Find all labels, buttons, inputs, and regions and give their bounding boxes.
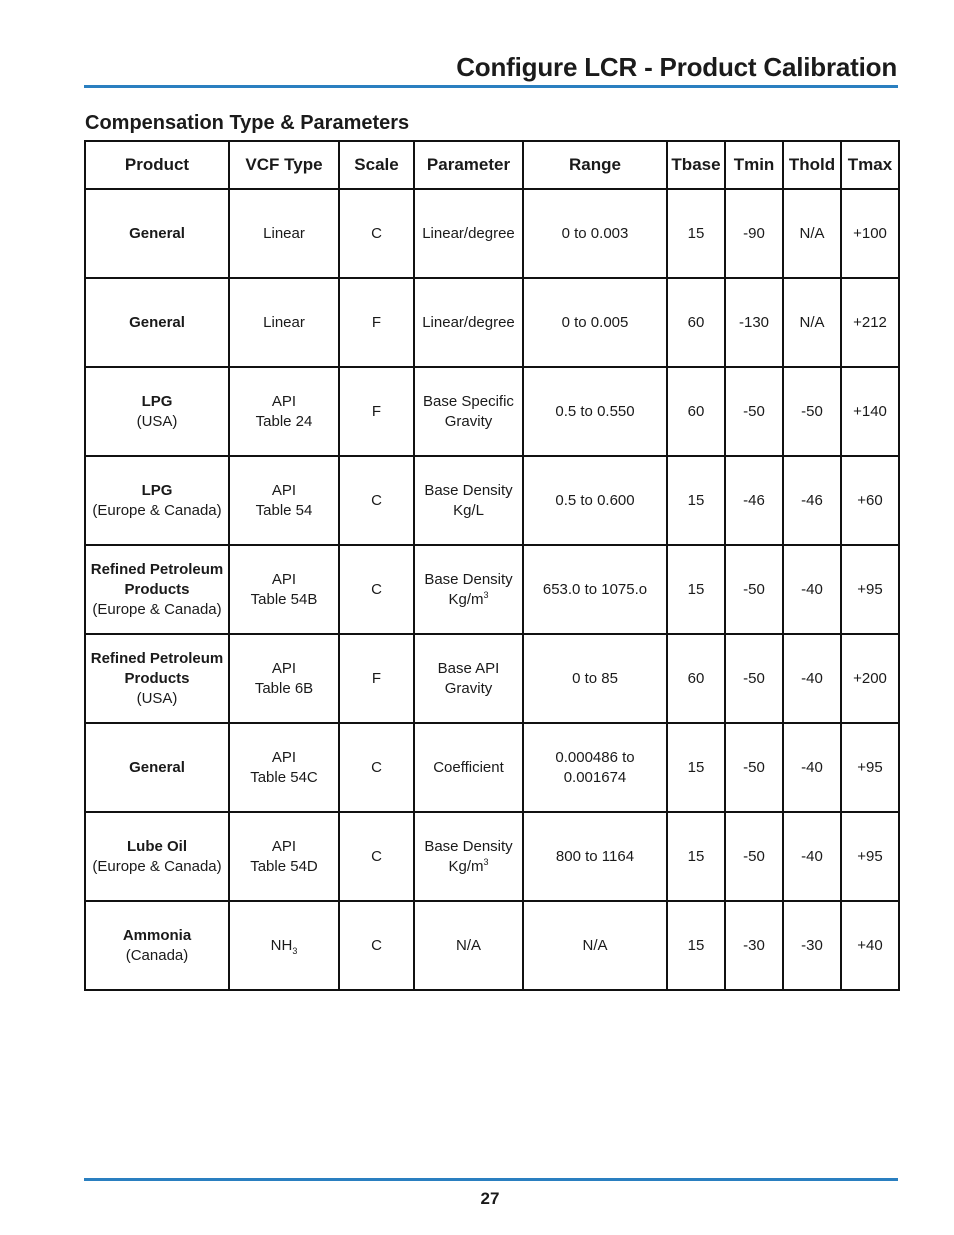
range-cell: 0.5 to 0.550 — [523, 367, 667, 456]
product-region: (Canada) — [125, 946, 189, 964]
product-cell — [85, 367, 229, 456]
table-row — [85, 634, 899, 723]
product-name: LPG — [141, 392, 173, 410]
product-cell — [85, 278, 229, 367]
vcf-type-cell — [229, 901, 339, 990]
tmin-cell: -50 — [725, 545, 783, 634]
parameter-unit: Kg/m — [448, 857, 484, 875]
range-cell: 0 to 0.005 — [523, 278, 667, 367]
product-name: General — [129, 224, 185, 242]
header-range: Range — [523, 141, 667, 189]
tmax-cell: +60 — [841, 456, 899, 545]
vcf-type-cell — [229, 189, 339, 278]
product-name: General — [129, 313, 185, 331]
vcf-type-line: API — [271, 570, 297, 588]
product-name: General — [129, 758, 185, 776]
scale-cell: C — [339, 812, 414, 901]
scale-cell: C — [339, 901, 414, 990]
footer-rule — [84, 1178, 898, 1181]
parameter-cell: Base API Gravity — [414, 634, 523, 723]
range-cell: 0.5 to 0.600 — [523, 456, 667, 545]
vcf-type-line: Linear — [263, 313, 305, 331]
vcf-subscript: 3 — [292, 945, 298, 956]
thold-cell: N/A — [783, 278, 841, 367]
vcf-type-cell — [229, 278, 339, 367]
product-name: Refined Petroleum Products — [90, 560, 224, 598]
scale-cell: C — [339, 189, 414, 278]
vcf-type-line: Table 24 — [255, 412, 313, 430]
vcf-type-cell — [229, 723, 339, 812]
tmin-cell: -50 — [725, 723, 783, 812]
tbase-cell: 15 — [667, 812, 725, 901]
product-region: (Europe & Canada) — [92, 600, 222, 618]
product-region: (Europe & Canada) — [92, 857, 222, 875]
tbase-cell: 15 — [667, 189, 725, 278]
vcf-type-line: Table 6B — [254, 679, 314, 697]
vcf-type-line: NH — [270, 936, 293, 954]
vcf-type-cell — [229, 634, 339, 723]
thold-cell: -40 — [783, 723, 841, 812]
tmax-cell: +95 — [841, 812, 899, 901]
tmax-cell: +40 — [841, 901, 899, 990]
vcf-type-line: API — [271, 392, 297, 410]
vcf-type-line: Linear — [263, 224, 305, 242]
tbase-cell: 15 — [667, 456, 725, 545]
tbase-cell: 15 — [667, 901, 725, 990]
product-cell — [85, 189, 229, 278]
header-tmin: Tmin — [725, 141, 783, 189]
table-row — [85, 456, 899, 545]
table-row — [85, 723, 899, 812]
vcf-type-line: API — [271, 748, 297, 766]
header-product: Product — [85, 141, 229, 189]
table-row — [85, 545, 899, 634]
scale-cell: F — [339, 278, 414, 367]
header-vcf-type: VCF Type — [229, 141, 339, 189]
product-name: Lube Oil — [127, 837, 187, 855]
parameter-name: Base Density — [424, 570, 513, 588]
parameter-cell — [414, 545, 523, 634]
tmin-cell: -130 — [725, 278, 783, 367]
tmin-cell: -30 — [725, 901, 783, 990]
product-cell — [85, 545, 229, 634]
parameter-cell: Base Density Kg/L — [414, 456, 523, 545]
vcf-type-cell — [229, 545, 339, 634]
vcf-type-line: API — [271, 481, 297, 499]
product-cell — [85, 901, 229, 990]
thold-cell: -40 — [783, 545, 841, 634]
parameter-cell: Base Specific Gravity — [414, 367, 523, 456]
product-cell — [85, 812, 229, 901]
product-name: LPG — [141, 481, 173, 499]
header-thold: Thold — [783, 141, 841, 189]
tmin-cell: -50 — [725, 634, 783, 723]
table-row — [85, 278, 899, 367]
tmax-cell: +200 — [841, 634, 899, 723]
tmin-cell: -50 — [725, 367, 783, 456]
range-cell: 0 to 0.003 — [523, 189, 667, 278]
header-tmax: Tmax — [841, 141, 899, 189]
range-cell: 0.000486 to 0.001674 — [523, 723, 667, 812]
thold-cell: -50 — [783, 367, 841, 456]
scale-cell: F — [339, 634, 414, 723]
tmin-cell: -90 — [725, 189, 783, 278]
table-body — [85, 189, 899, 990]
header-row — [85, 141, 899, 189]
product-name: Ammonia — [122, 926, 192, 944]
product-name: Refined Petroleum Products — [90, 649, 224, 687]
tmax-cell: +212 — [841, 278, 899, 367]
thold-cell: -30 — [783, 901, 841, 990]
thold-cell: -40 — [783, 812, 841, 901]
tmin-cell: -46 — [725, 456, 783, 545]
page-title: Configure LCR - Product Calibration — [456, 52, 897, 82]
thold-cell: -46 — [783, 456, 841, 545]
tbase-cell: 60 — [667, 278, 725, 367]
title-rule — [84, 85, 898, 88]
product-cell — [85, 723, 229, 812]
parameter-cell: Linear/degree — [414, 189, 523, 278]
parameter-unit-superscript: 3 — [483, 589, 489, 600]
tmax-cell: +95 — [841, 545, 899, 634]
table-row — [85, 812, 899, 901]
range-cell: N/A — [523, 901, 667, 990]
tmax-cell: +140 — [841, 367, 899, 456]
vcf-type-line: Table 54C — [250, 768, 318, 786]
tmax-cell: +95 — [841, 723, 899, 812]
vcf-type-cell — [229, 367, 339, 456]
parameter-cell: N/A — [414, 901, 523, 990]
table-row — [85, 189, 899, 278]
tmin-cell: -50 — [725, 812, 783, 901]
page-number: 27 — [480, 1189, 500, 1208]
table-row — [85, 367, 899, 456]
header-scale: Scale — [339, 141, 414, 189]
range-cell: 653.0 to 1075.o — [523, 545, 667, 634]
vcf-type-line: API — [271, 659, 297, 677]
tmax-cell: +100 — [841, 189, 899, 278]
vcf-type-line: Table 54 — [255, 501, 313, 519]
vcf-type-line: Table 54D — [250, 857, 318, 875]
vcf-type-cell — [229, 812, 339, 901]
parameter-name: Base Density — [424, 837, 513, 855]
parameter-unit: Kg/m — [448, 590, 484, 608]
vcf-type-cell — [229, 456, 339, 545]
table-row — [85, 901, 899, 990]
tbase-cell: 60 — [667, 367, 725, 456]
parameter-cell — [414, 812, 523, 901]
scale-cell: C — [339, 456, 414, 545]
product-region: (USA) — [136, 412, 178, 430]
scale-cell: C — [339, 723, 414, 812]
header-parameter: Parameter — [414, 141, 523, 189]
parameter-cell: Linear/degree — [414, 278, 523, 367]
product-cell — [85, 456, 229, 545]
thold-cell: -40 — [783, 634, 841, 723]
thold-cell: N/A — [783, 189, 841, 278]
vcf-type-line: Table 54B — [250, 590, 318, 608]
scale-cell: C — [339, 545, 414, 634]
product-region: (USA) — [136, 689, 178, 707]
product-region: (Europe & Canada) — [92, 501, 222, 519]
range-cell: 0 to 85 — [523, 634, 667, 723]
section-title: Compensation Type & Parameters — [85, 112, 410, 134]
tbase-cell: 15 — [667, 545, 725, 634]
parameter-unit-superscript: 3 — [483, 856, 489, 867]
compensation-table — [84, 140, 900, 991]
tbase-cell: 60 — [667, 634, 725, 723]
vcf-type-line: API — [271, 837, 297, 855]
product-cell — [85, 634, 229, 723]
parameter-cell: Coefficient — [414, 723, 523, 812]
header-tbase: Tbase — [667, 141, 725, 189]
tbase-cell: 15 — [667, 723, 725, 812]
range-cell: 800 to 1164 — [523, 812, 667, 901]
scale-cell: F — [339, 367, 414, 456]
